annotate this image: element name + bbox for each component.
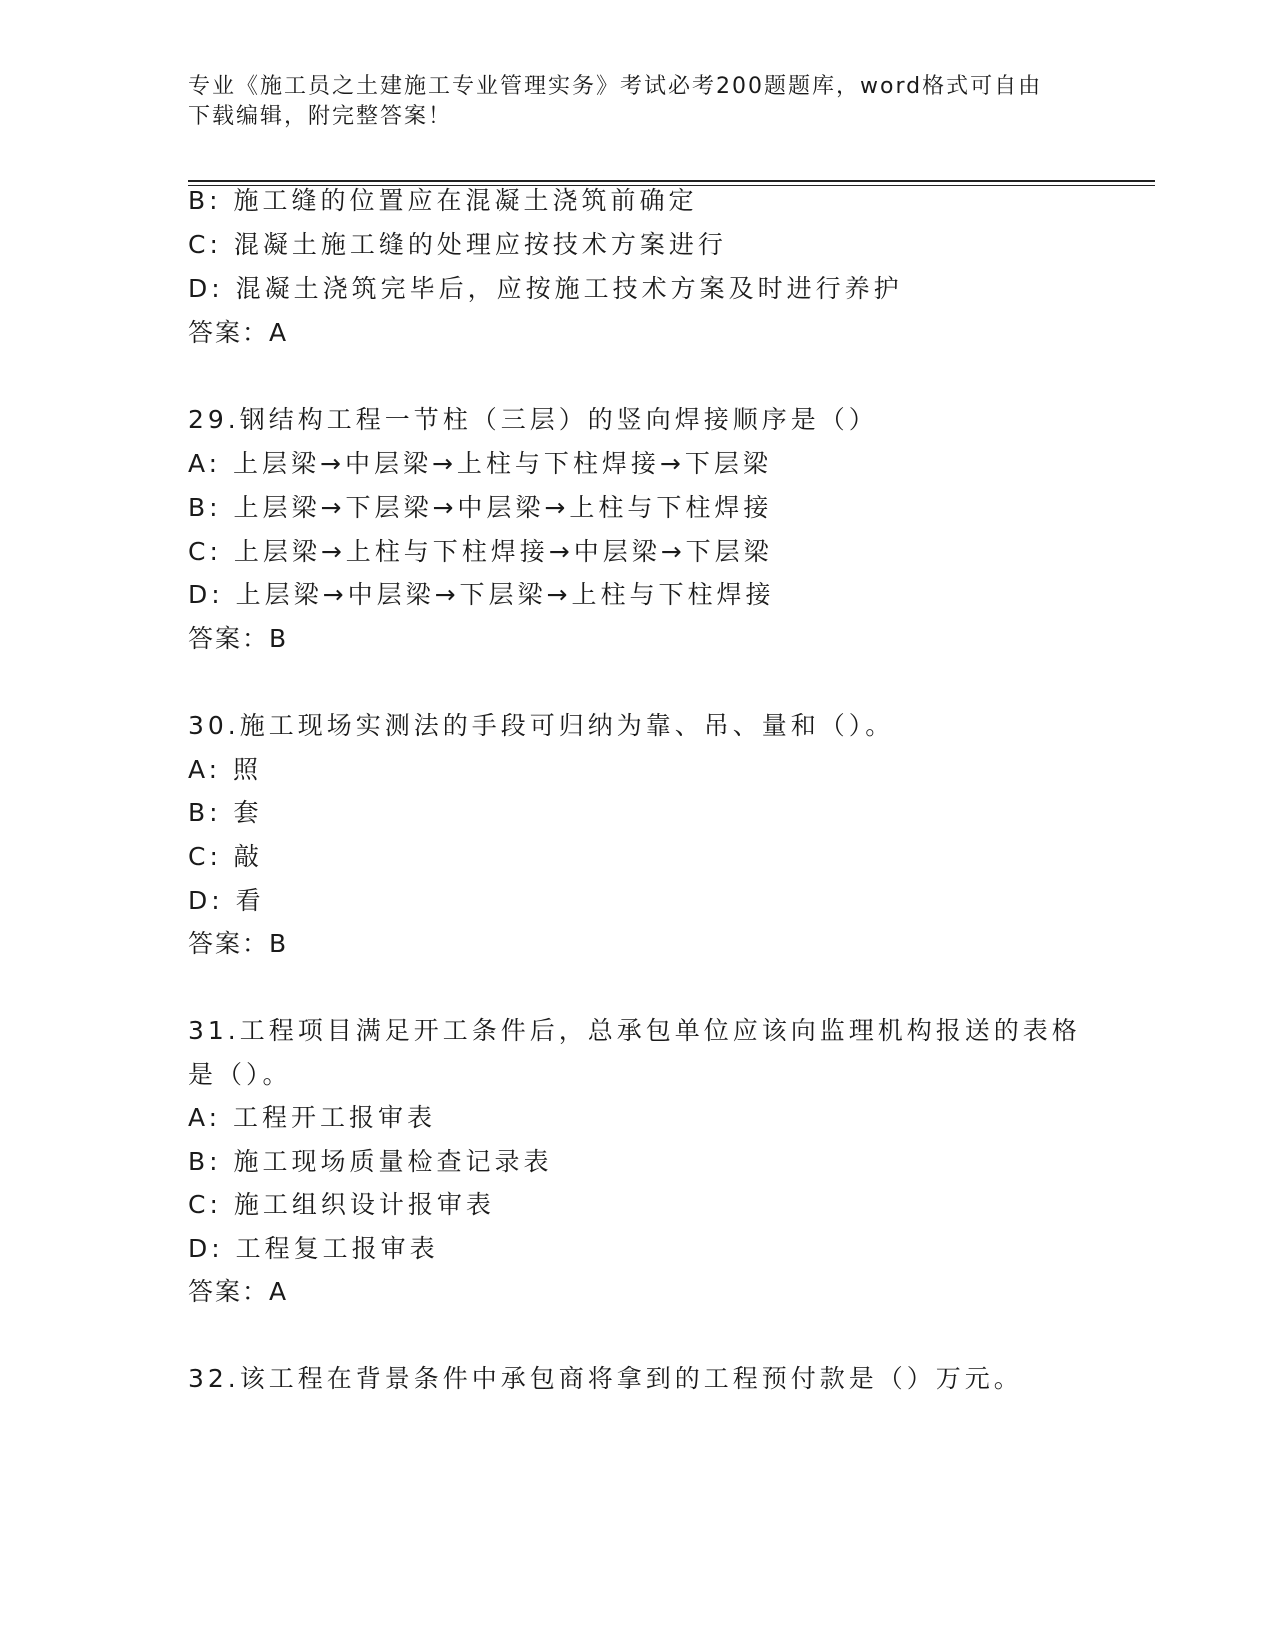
q31-option-c: C: 施工组织设计报审表 xyxy=(188,1190,495,1219)
q30-option-c: C: 敲 xyxy=(188,842,263,871)
q30-question: 30.施工现场实测法的手段可归纳为靠、吊、量和（）。 xyxy=(188,711,895,740)
q29-option-d: D: 上层梁→中层梁→下层梁→上柱与下柱焊接 xyxy=(188,580,775,609)
q32-question: 32.该工程在背景条件中承包商将拿到的工程预付款是（）万元。 xyxy=(188,1364,1023,1393)
q30-option-b: B: 套 xyxy=(188,798,263,827)
q28-option-b: B: 施工缝的位置应在混凝土浇筑前确定 xyxy=(188,186,698,215)
q31-option-a: A: 工程开工报审表 xyxy=(188,1103,437,1132)
document-header xyxy=(188,72,1088,132)
q31-answer: 答案：A xyxy=(188,1277,289,1306)
q29-option-a: A: 上层梁→中层梁→上柱与下柱焊接→下层梁 xyxy=(188,449,772,478)
q30-option-d: D: 看 xyxy=(188,886,265,915)
q31-question-line-1: 31.工程项目满足开工条件后，总承包单位应该向监理机构报送的表格 xyxy=(188,1016,1081,1045)
q29-question: 29.钢结构工程一节柱（三层）的竖向焊接顺序是（） xyxy=(188,405,878,434)
q30-answer: 答案：B xyxy=(188,929,289,958)
q30-option-a: A: 照 xyxy=(188,755,263,784)
header-line-1: 专业《施工员之土建施工专业管理实务》考试必考200题题库，word格式可自由 xyxy=(188,74,1043,99)
header-divider-thick xyxy=(188,180,1155,182)
q28-option-c: C: 混凝土施工缝的处理应按技术方案进行 xyxy=(188,230,727,259)
q29-option-b: B: 上层梁→下层梁→中层梁→上柱与下柱焊接 xyxy=(188,493,773,522)
header-line-2: 下载编辑，附完整答案！ xyxy=(188,104,453,129)
q31-question-line-2: 是（）。 xyxy=(188,1060,292,1089)
q29-answer: 答案：B xyxy=(188,624,289,653)
q28-option-d: D: 混凝土浇筑完毕后，应按施工技术方案及时进行养护 xyxy=(188,274,903,303)
q29-option-c: C: 上层梁→上柱与下柱焊接→中层梁→下层梁 xyxy=(188,537,773,566)
q28-answer: 答案：A xyxy=(188,318,289,347)
q31-option-b: B: 施工现场质量检查记录表 xyxy=(188,1147,553,1176)
q31-option-d: D: 工程复工报审表 xyxy=(188,1234,439,1263)
